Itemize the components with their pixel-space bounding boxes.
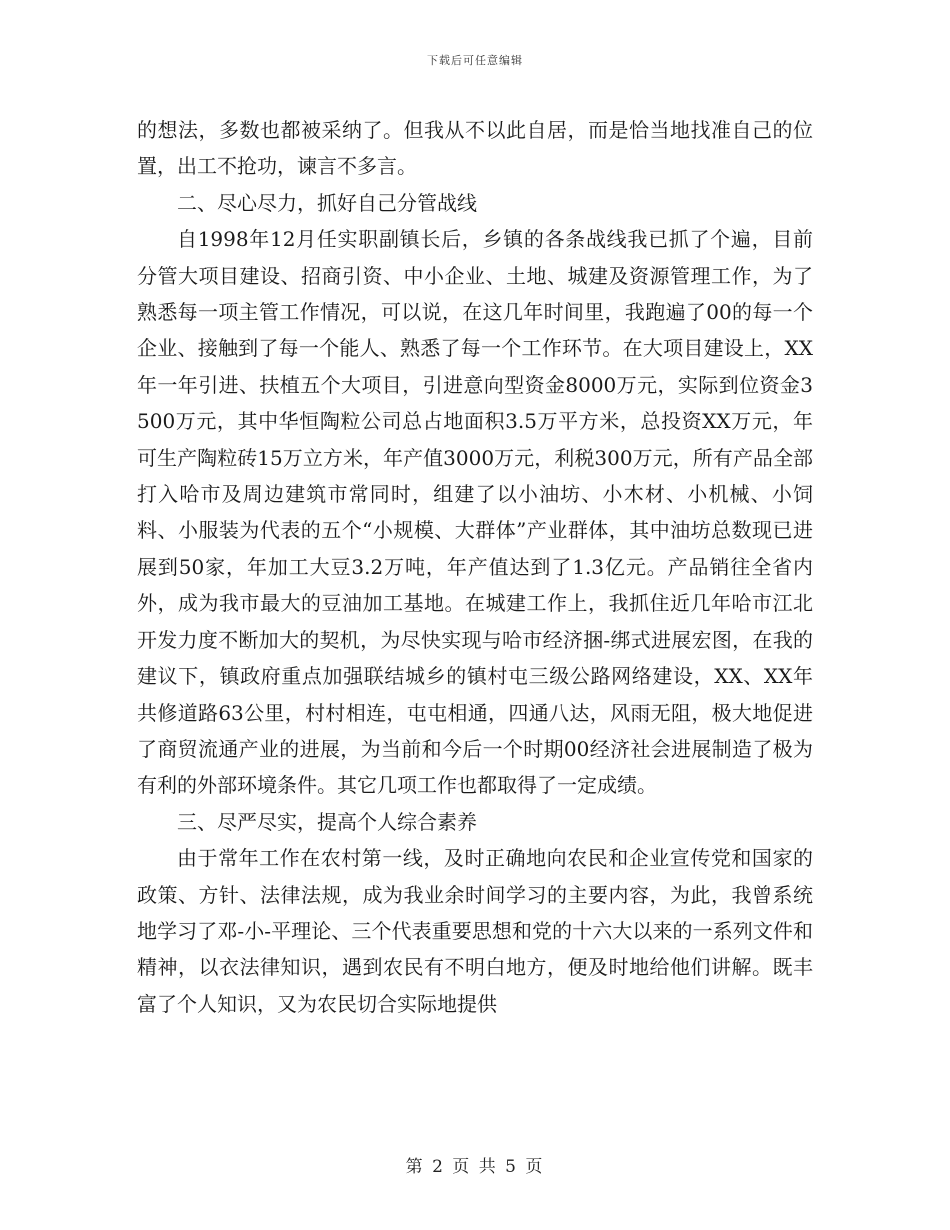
- page-footer: 第 2 页 共 5 页: [405, 1157, 545, 1177]
- paragraph-section-3-body: 由于常年工作在农村第一线，及时正确地向农民和企业宣传党和国家的政策、方针、法律法规，成为我业余时间学习的主要内容，为此，我曾系统地学习了邓-小-平理论、三个代表重要思想和党的十六大以来的一系列文件和精神，以衣法律知识，遇到农民有不明白地方，便及时地给他们讲解。既丰富了个人知识，又为农民切合实际地提供: [137, 846, 813, 1016]
- section-heading-2: 二、尽心尽力，抓好自己分管战线: [177, 190, 477, 215]
- section-heading-3: 三、尽严尽实，提高个人综合素养: [177, 809, 477, 834]
- paragraph-section-2-body: 自1998年12月任实职副镇长后，乡镇的各条战线我已抓了个遍，目前分管大项目建设、招商引资、中小企业、土地、城建及资源管理工作，为了熟悉每一项主管工作情况，可以说，在这几年时间里，我跑遍了00的每一个企业、接触到了每一个能人、熟悉了每一个工作环节。在大项目建设上，XX年一年引进、扶植五个大项目，引进意向型资金8000万元，实际到位资金3500万元，其中华恒陶粒公司总占地面积3.5万平方米，总投资XX万元，年可生产陶粒砖15万立方米，年产值3000万元，利税300万元，所有产品全部打入哈市及周边建筑市常同时，组建了以小油坊、小木材、小机械、小饲料、小服装为代表的五个“小规模、大群体”产业群体，其中油坊总数现已进展到50家，年加工大豆3.2万吨，年产值达到了1.3亿元。产品销往全省内外，成为我市最大的豆油加工基地。在城建工作上，我抓住近几年哈市江北开发力度不断加大的契机，为尽快实现与哈市经济捆-绑式进展宏图，在我的建议下，镇政府重点加强联结城乡的镇村屯三级公路网络建设，XX、XX年共修道路63公里，村村相连，屯屯相通，四通八达，风雨无阻，极大地促进了商贸流通产业的进展，为当前和今后一个时期00经济社会进展制造了极为有利的外部环境条件。其它几项工作也都取得了一定成绩。: [137, 227, 813, 798]
- page-body: [137, 112, 813, 1022]
- paragraph-continuation: 的想法，多数也都被采纳了。但我从不以此自居，而是恰当地找准自己的位置，出工不抢功，谏言不多言。: [137, 118, 813, 179]
- page-header: 下载后可任意编辑: [427, 54, 523, 67]
